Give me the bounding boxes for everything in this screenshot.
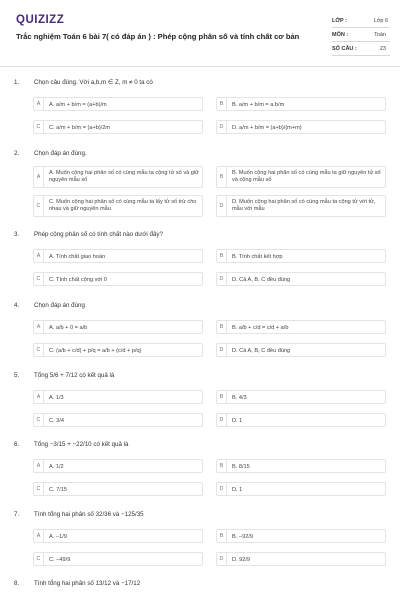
option-letter: B [217,321,227,333]
question-number: 3. [14,231,20,238]
question-text: Phép cộng phân số có tính chất nào dưới đây? [34,231,163,238]
option-text: D. a/m + b/m = (a+b)/(m+m) [232,124,302,131]
option-text: B. a/b + c/d = c/d + a/b [232,324,289,331]
question-text: Tính tổng hai phân số 32/36 và −125/35 [34,511,144,518]
option-text: B. 8/15 [232,463,250,470]
option-d[interactable] [216,195,386,217]
option-d[interactable] [216,482,386,496]
option-letter: A [34,391,44,403]
option-letter: B [217,167,227,187]
option-text: B. Tính chất kết hợp [232,253,283,260]
option-d[interactable] [216,272,386,286]
question-number: 7. [14,511,20,518]
question-number: 6. [14,441,20,448]
meta-row-class [332,14,390,28]
option-b[interactable] [216,390,386,404]
option-letter: C [34,344,44,356]
option-letter: B [217,391,227,403]
option-c[interactable] [33,413,203,427]
option-text: A. 1/3 [49,394,64,401]
page-header [0,0,400,62]
option-a[interactable] [33,320,203,334]
option-letter: C [34,553,44,565]
option-d[interactable] [216,120,386,134]
meta-value: Toán [374,32,386,38]
option-letter: C [34,414,44,426]
meta-value: Lớp 6 [373,18,388,24]
question-number: 8. [14,580,20,587]
option-text: A. Tính chất giao hoán [49,253,106,260]
option-letter: D [217,483,227,495]
question-number: 4. [14,302,20,309]
option-text: A. a/m + b/m = (a+b)/m [49,101,107,108]
option-text: C. Tính chất cộng với 0 [49,276,107,283]
option-text: C. 7/15 [49,486,68,493]
option-a[interactable] [33,459,203,473]
option-letter: D [217,414,227,426]
option-text: D. 92/9 [232,556,251,563]
option-text: C. a/m + b/m = (a+b)/2m [49,124,111,131]
option-letter: C [34,483,44,495]
option-c[interactable] [33,552,203,566]
option-letter: D [217,196,227,216]
quizizz-logo: QUIZIZZ [16,14,65,26]
option-c[interactable] [33,195,203,217]
option-a[interactable] [33,390,203,404]
option-d[interactable] [216,413,386,427]
option-text: C. Muốn cộng hai phân số có cùng mẫu ta lấy tử số trừ cho nhau và giữ nguyên mẫu [49,199,197,212]
option-text: D. 1 [232,417,243,424]
option-b[interactable] [216,459,386,473]
option-letter: D [217,553,227,565]
option-letter: B [217,98,227,110]
option-letter: A [34,321,44,333]
option-b[interactable] [216,97,386,111]
option-text: C. 3/4 [49,417,64,424]
option-letter: A [34,460,44,472]
option-text: D. Cả A, B, C đều đúng [232,276,291,283]
option-c[interactable] [33,120,203,134]
option-text: D. 1 [232,486,243,493]
option-d[interactable] [216,552,386,566]
option-letter: D [217,344,227,356]
option-letter: D [217,273,227,285]
option-letter: A [34,167,44,187]
option-letter: A [34,530,44,542]
option-letter: B [217,250,227,262]
question-number: 1. [14,79,20,86]
option-text: B. −92/9 [232,533,253,540]
option-letter: C [34,196,44,216]
question-text: Chọn đáp án đúng [34,302,85,309]
option-b[interactable] [216,529,386,543]
option-text: B. 4/3 [232,394,247,401]
option-d[interactable] [216,343,386,357]
option-a[interactable] [33,97,203,111]
meta-row-subject [332,28,390,42]
option-a[interactable] [33,166,203,188]
option-a[interactable] [33,529,203,543]
option-letter: A [34,250,44,262]
option-letter: C [34,273,44,285]
option-b[interactable] [216,166,386,188]
option-text: D. Muốn cộng hai phân số có cùng mẫu ta cộng tử với tử, mẫu với mẫu [232,199,376,212]
option-text: D. Cả A, B, C đều đúng [232,347,291,354]
question-text: Chọn câu đúng. Với a,b,m ∈ Z, m ≠ 0 ta có [34,79,153,86]
option-text: C. −49/9 [49,556,71,563]
option-letter: B [217,530,227,542]
option-c[interactable] [33,482,203,496]
option-letter: D [217,121,227,133]
option-letter: B [217,460,227,472]
metadata-table [332,14,390,56]
question-text: Tính tổng hai phân số 13/12 và −17/12 [34,580,141,587]
option-text: B. a/m + b/m = a.b/m [232,101,285,108]
option-text: B. Muốn cộng hai phân số có cùng mẫu ta giữ nguyên tử số và cộng mẫu số [232,170,381,183]
question-text: Tổng −3/15 + −22/10 có kết quả là [34,441,129,448]
option-text: A. 1/2 [49,463,64,470]
option-c[interactable] [33,343,203,357]
meta-label: MÔN : [332,32,349,38]
option-text: A. Muốn cộng hai phân số có cùng mẫu ta cộng tử số và giữ nguyên mẫu số [49,170,199,183]
question-text: Chọn đáp án đúng. [34,150,87,157]
option-text: C. (a/b + c/d) + p/q = a/b + (c/d + p/q) [49,347,142,354]
header-divider [0,66,400,67]
meta-label: SỐ CÂU : [332,46,357,52]
question-number: 5. [14,372,20,379]
option-letter: C [34,121,44,133]
option-b[interactable] [216,320,386,334]
option-text: A. a/b + 0 = a/b [49,324,88,331]
meta-value: 23 [379,46,386,52]
question-text: Tổng 5/6 + 7/12 có kết quả là [34,372,115,379]
meta-row-count [332,42,390,56]
option-b[interactable] [216,249,386,263]
document-title: Trắc nghiệm Toán 6 bài 7( có đáp án ) : Phép cộng phân số và tính chất cơ bản [16,32,300,41]
option-letter: A [34,98,44,110]
question-number: 2. [14,150,20,157]
meta-label: LỚP : [332,18,347,24]
option-a[interactable] [33,249,203,263]
option-c[interactable] [33,272,203,286]
option-text: A. −1/9 [49,533,67,540]
